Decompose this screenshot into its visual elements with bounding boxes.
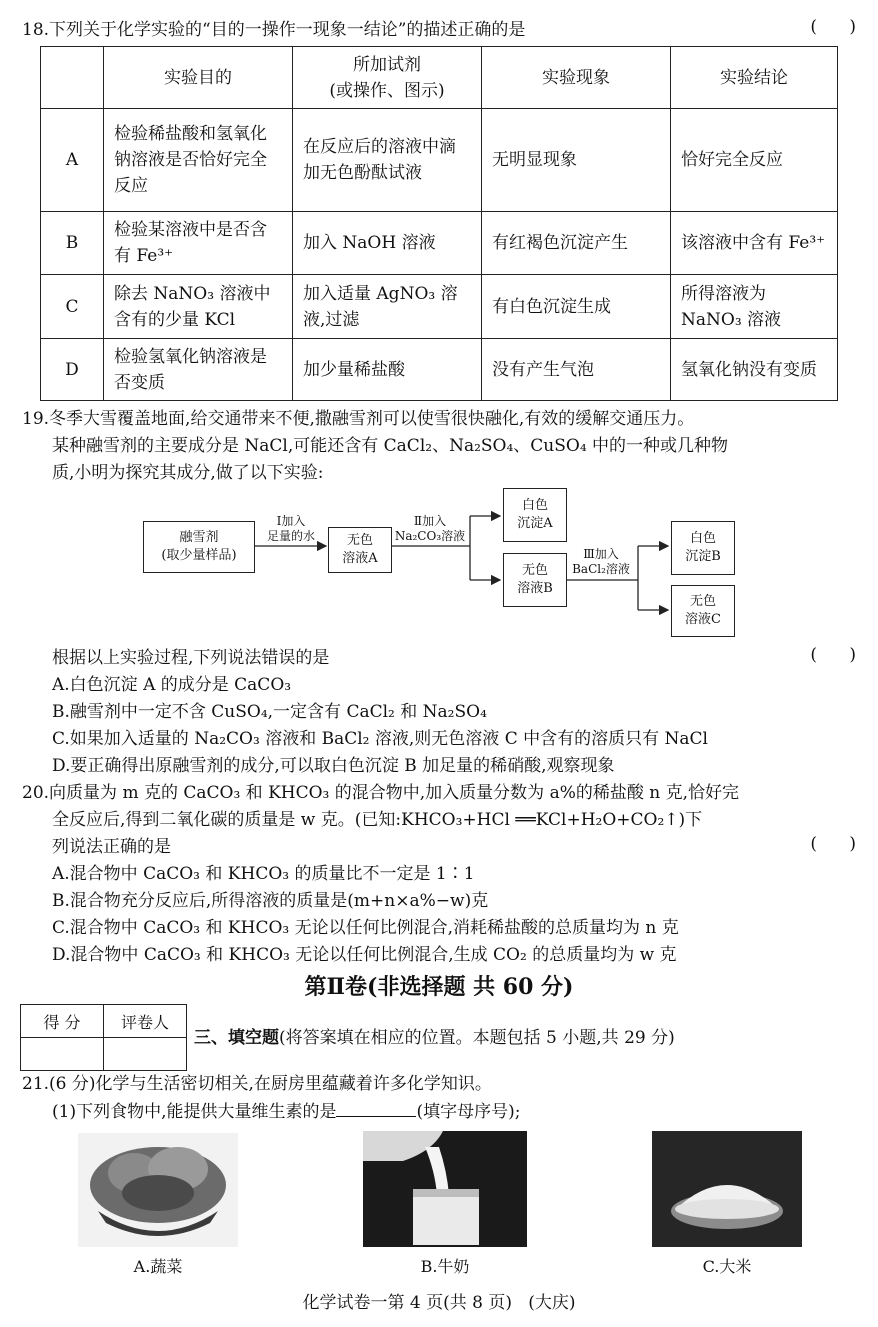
flow-step1-a: Ⅰ加入 xyxy=(276,514,306,528)
flow-solution-c-l2: 溶液C xyxy=(685,612,721,627)
part-note: (将答案填在相应的位置。本题包括 5 小题,共 29 分) xyxy=(279,1028,675,1048)
rice-photo xyxy=(652,1131,802,1247)
flow-sample-label: 融雪剂 xyxy=(179,530,219,545)
q18-cell-reagent: 加入 NaOH 溶液 xyxy=(293,212,482,275)
section-title: 第Ⅱ卷(非选择题 共 60 分) xyxy=(304,974,574,1000)
q18-cell-conclusion: 氢氧化钠没有变质 xyxy=(671,339,838,401)
flow-step1-label xyxy=(258,514,324,544)
grader-label: 评卷人 xyxy=(104,1005,187,1038)
rice-illustration xyxy=(652,1131,802,1247)
q20-option-d: D.混合物中 CaCO₃ 和 KHCO₃ 无论以任何比例混合,生成 CO₂ 的总质量均为 w 克 xyxy=(52,945,677,965)
q19-line3: 质,小明为探究其成分,做了以下实验: xyxy=(52,463,324,483)
q18-cell-purpose: 检验稀盐酸和氢氧化钠溶液是否恰好完全反应 xyxy=(104,109,293,212)
q18-stem: 18.下列关于化学实验的“目的一操作一现象一结论”的描述正确的是 xyxy=(22,20,526,40)
q20-line1: 20.向质量为 m 克的 CaCO₃ 和 KHCO₃ 的混合物中,加入质量分数为 a%的稀盐酸 n 克,恰好完 xyxy=(22,783,740,803)
flow-solution-b-box xyxy=(503,553,567,607)
q18-cell-conclusion: 所得溶液为 NaNO₃ 溶液 xyxy=(671,275,838,339)
milk-photo xyxy=(363,1131,527,1247)
q18-cell-purpose: 除去 NaNO₃ 溶液中含有的少量 KCl xyxy=(104,275,293,339)
q19-line1: 19.冬季大雪覆盖地面,给交通带来不便,撒融雪剂可以使雪很快融化,有效的缓解交通压力。 xyxy=(22,409,695,429)
q19-line2: 某种融雪剂的主要成分是 NaCl,可能还含有 CaCl₂、Na₂SO₄、CuSO₄ 中的一种或几种物 xyxy=(52,436,729,456)
caption-milk: B.牛奶 xyxy=(420,1257,470,1276)
part-title: 三、填空题 xyxy=(194,1028,279,1048)
q18-row-label: D xyxy=(41,339,104,401)
q19-option-b: B.融雪剂中一定不含 CuSO₄,一定含有 CaCl₂ 和 Na₂SO₄ xyxy=(52,702,487,722)
q18-answer-paren: ( ) xyxy=(810,17,856,37)
caption-rice: C.大米 xyxy=(702,1257,752,1276)
score-field[interactable] xyxy=(21,1038,104,1071)
q18-cell-purpose: 检验氢氧化钠溶液是否变质 xyxy=(104,339,293,401)
q21-answer-blank[interactable] xyxy=(336,1098,416,1117)
flow-precipitate-a-box xyxy=(503,488,567,542)
vegetables-photo xyxy=(78,1133,238,1247)
q18-header-phenomenon: 实验现象 xyxy=(482,47,671,109)
q18-row-label: C xyxy=(41,275,104,339)
q21-line1: 21.(6 分)化学与生活密切相关,在厨房里蕴藏着许多化学知识。 xyxy=(22,1074,492,1094)
flow-solution-a-l1: 无色 xyxy=(346,533,373,548)
flow-sample-box xyxy=(143,521,255,573)
q20-option-a: A.混合物中 CaCO₃ 和 KHCO₃ 的质量比不一定是 1∶1 xyxy=(52,864,475,884)
q18-cell-reagent: 在反应后的溶液中滴加无色酚酞试液 xyxy=(293,109,482,212)
q19-ask: 根据以上实验过程,下列说法错误的是 xyxy=(52,648,330,668)
flow-step3-b: BaCl₂溶液 xyxy=(572,562,630,576)
q18-row-d xyxy=(41,339,838,401)
caption-vegetables: A.蔬菜 xyxy=(133,1257,183,1276)
vegetables-illustration xyxy=(78,1133,238,1247)
flow-sample-sub: (取少量样品) xyxy=(161,548,237,563)
flow-solution-c-l1: 无色 xyxy=(689,594,716,609)
q19-flow-arrows xyxy=(0,480,878,640)
q21-sub1-post: (填字母序号); xyxy=(416,1102,521,1122)
q20-option-b: B.混合物充分反应后,所得溶液的质量是(m+n×a%−w)克 xyxy=(52,891,489,911)
flow-precipitate-b-l2: 沉淀B xyxy=(685,549,721,564)
q20-line2: 全反应后,得到二氧化碳的质量是 w 克。(已知:KHCO₃+HCl ══KCl+H₂O+CO₂↑)下 xyxy=(52,810,703,830)
score-box xyxy=(20,1004,187,1071)
q18-header-purpose: 实验目的 xyxy=(104,47,293,109)
q18-row-c xyxy=(41,275,838,339)
q21-sub1-pre: (1)下列食物中,能提供大量维生素的是 xyxy=(52,1102,337,1122)
q18-cell-reagent: 加少量稀盐酸 xyxy=(293,339,482,401)
flow-step2-a: Ⅱ加入 xyxy=(413,514,447,528)
q18-row-label: A xyxy=(41,109,104,212)
flow-step2-b: Na₂CO₃溶液 xyxy=(394,529,466,543)
q18-cell-phenomenon: 有红褐色沉淀产生 xyxy=(482,212,671,275)
q21-sub1 xyxy=(52,1098,520,1125)
q20-option-c: C.混合物中 CaCO₃ 和 KHCO₃ 无论以任何比例混合,消耗稀盐酸的总质量均为 n 克 xyxy=(52,918,679,938)
q18-cell-reagent: 加入适量 AgNO₃ 溶液,过滤 xyxy=(293,275,482,339)
q18-header-blank xyxy=(41,47,104,109)
flow-step1-b: 足量的水 xyxy=(266,529,315,543)
q18-cell-conclusion: 恰好完全反应 xyxy=(671,109,838,212)
flow-step2-label xyxy=(392,514,468,544)
flow-solution-a-box xyxy=(328,527,392,573)
flow-step3-label xyxy=(566,547,636,577)
flow-solution-c-box xyxy=(671,585,735,637)
flow-precipitate-b-l1: 白色 xyxy=(689,531,716,546)
q18-cell-phenomenon: 无明显现象 xyxy=(482,109,671,212)
milk-illustration xyxy=(363,1131,527,1247)
flow-step3-a: Ⅲ加入 xyxy=(583,547,619,561)
q18-row-a xyxy=(41,109,838,212)
q19-answer-paren: ( ) xyxy=(810,645,856,665)
score-label: 得 分 xyxy=(21,1005,104,1038)
q18-header-conclusion: 实验结论 xyxy=(671,47,838,109)
q18-row-label: B xyxy=(41,212,104,275)
flow-precipitate-b-box xyxy=(671,521,735,575)
q20-line3: 列说法正确的是 xyxy=(52,837,171,857)
q18-header-reagent-line1: 所加试剂 xyxy=(353,54,421,75)
part-heading xyxy=(194,1023,675,1048)
page-footer: 化学试卷一第 4 页(共 8 页) (大庆) xyxy=(302,1293,576,1313)
flow-precipitate-a-l1: 白色 xyxy=(521,498,548,513)
q18-table xyxy=(40,46,838,401)
flow-solution-b-l1: 无色 xyxy=(521,563,548,578)
q19-option-d: D.要正确得出原融雪剂的成分,可以取白色沉淀 B 加足量的稀硝酸,观察现象 xyxy=(52,756,615,776)
flow-solution-a-l2: 溶液A xyxy=(342,551,378,566)
grader-field[interactable] xyxy=(104,1038,187,1071)
q19-option-a: A.白色沉淀 A 的成分是 CaCO₃ xyxy=(52,675,292,695)
q18-header-reagent xyxy=(293,47,482,109)
q20-answer-paren: ( ) xyxy=(810,834,856,854)
flow-solution-b-l2: 溶液B xyxy=(517,581,553,596)
flow-precipitate-a-l2: 沉淀A xyxy=(517,516,553,531)
q18-header-reagent-line2: (或操作、图示) xyxy=(329,80,445,101)
q18-cell-purpose: 检验某溶液中是否含有 Fe³⁺ xyxy=(104,212,293,275)
q19-option-c: C.如果加入适量的 Na₂CO₃ 溶液和 BaCl₂ 溶液,则无色溶液 C 中含有的溶质只有 NaCl xyxy=(52,729,708,749)
q18-row-b xyxy=(41,212,838,275)
q18-cell-phenomenon: 没有产生气泡 xyxy=(482,339,671,401)
q18-cell-phenomenon: 有白色沉淀生成 xyxy=(482,275,671,339)
q18-cell-conclusion: 该溶液中含有 Fe³⁺ xyxy=(671,212,838,275)
